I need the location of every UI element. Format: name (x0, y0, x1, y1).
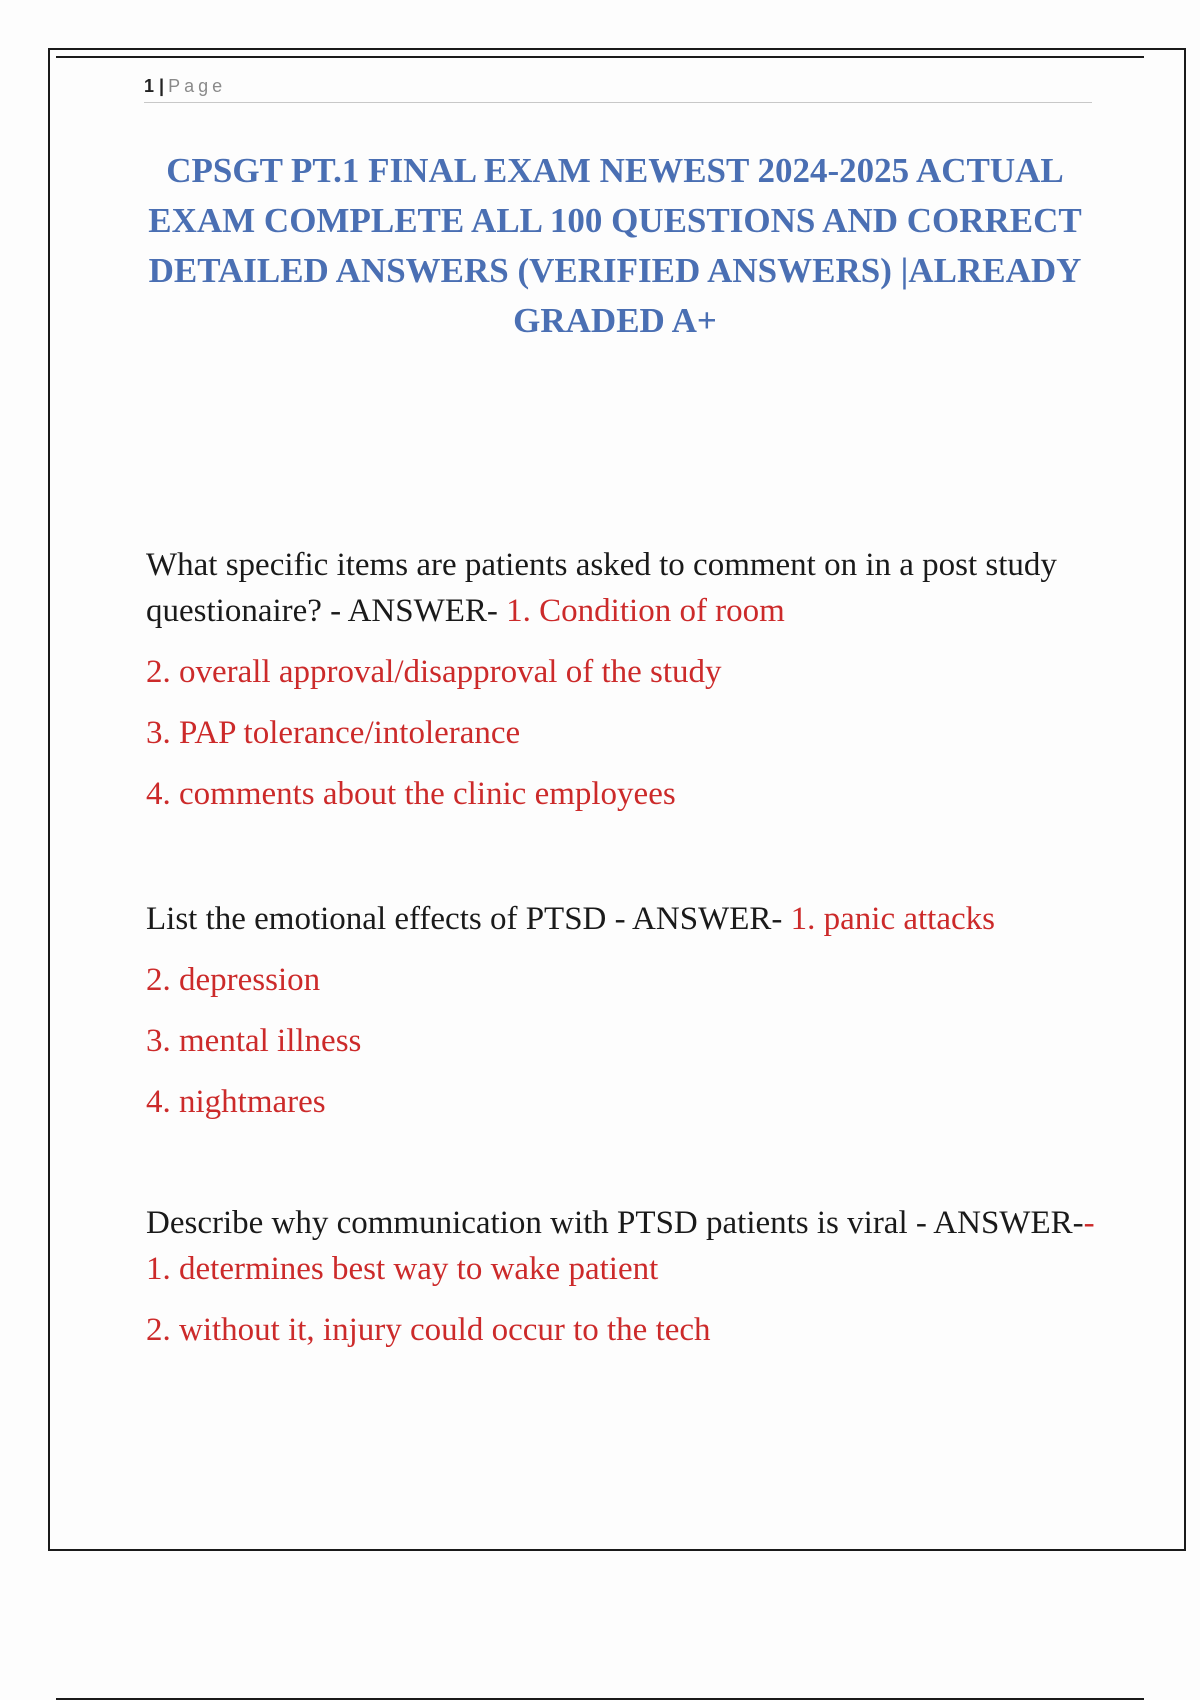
document-title: CPSGT PT.1 FINAL EXAM NEWEST 2024-2025 ACTUAL EXAM COMPLETE ALL 100 QUESTIONS AND CORRECT DETAILED ANSWERS (VERIFIED ANSWERS) |ALREADY GRADED A+ (148, 151, 1082, 340)
answer-item: 2. depression (146, 962, 321, 998)
question-text (146, 542, 1106, 634)
question-text (146, 1200, 1106, 1292)
question-prompt: List the emotional effects of PTSD - ANSWER- (146, 901, 783, 937)
answer-item: 4. comments about the clinic employees (146, 776, 676, 812)
page-header (144, 74, 1092, 103)
answer-item: 3. mental illness (146, 1023, 362, 1059)
answer-item: 2. without it, injury could occur to the tech (146, 1312, 711, 1348)
answer-item: 1. Condition of room (506, 593, 785, 629)
question-prompt: What specific items are patients asked to comment on in a post study questionaire? - ANSWER- (146, 547, 1057, 629)
page-header-separator: | (159, 76, 165, 96)
question-block (146, 542, 1106, 817)
question-block (146, 1200, 1106, 1353)
question-text (146, 896, 1106, 942)
answer-item: 1. panic attacks (790, 901, 995, 937)
page-label: Page (168, 76, 227, 96)
answer-item: 3. PAP tolerance/intolerance (146, 715, 521, 751)
answer-item: 2. overall approval/disapproval of the study (146, 654, 722, 690)
page-number: 1 (144, 76, 156, 96)
answer-item: 4. nightmares (146, 1084, 326, 1120)
page-top-rule (56, 56, 1144, 58)
question-block (146, 896, 1106, 1125)
question-prompt: Describe why communication with PTSD patients is viral - ANSWER- (146, 1205, 1084, 1241)
answer-item: - 1. determines best way to wake patient (146, 1205, 1095, 1287)
